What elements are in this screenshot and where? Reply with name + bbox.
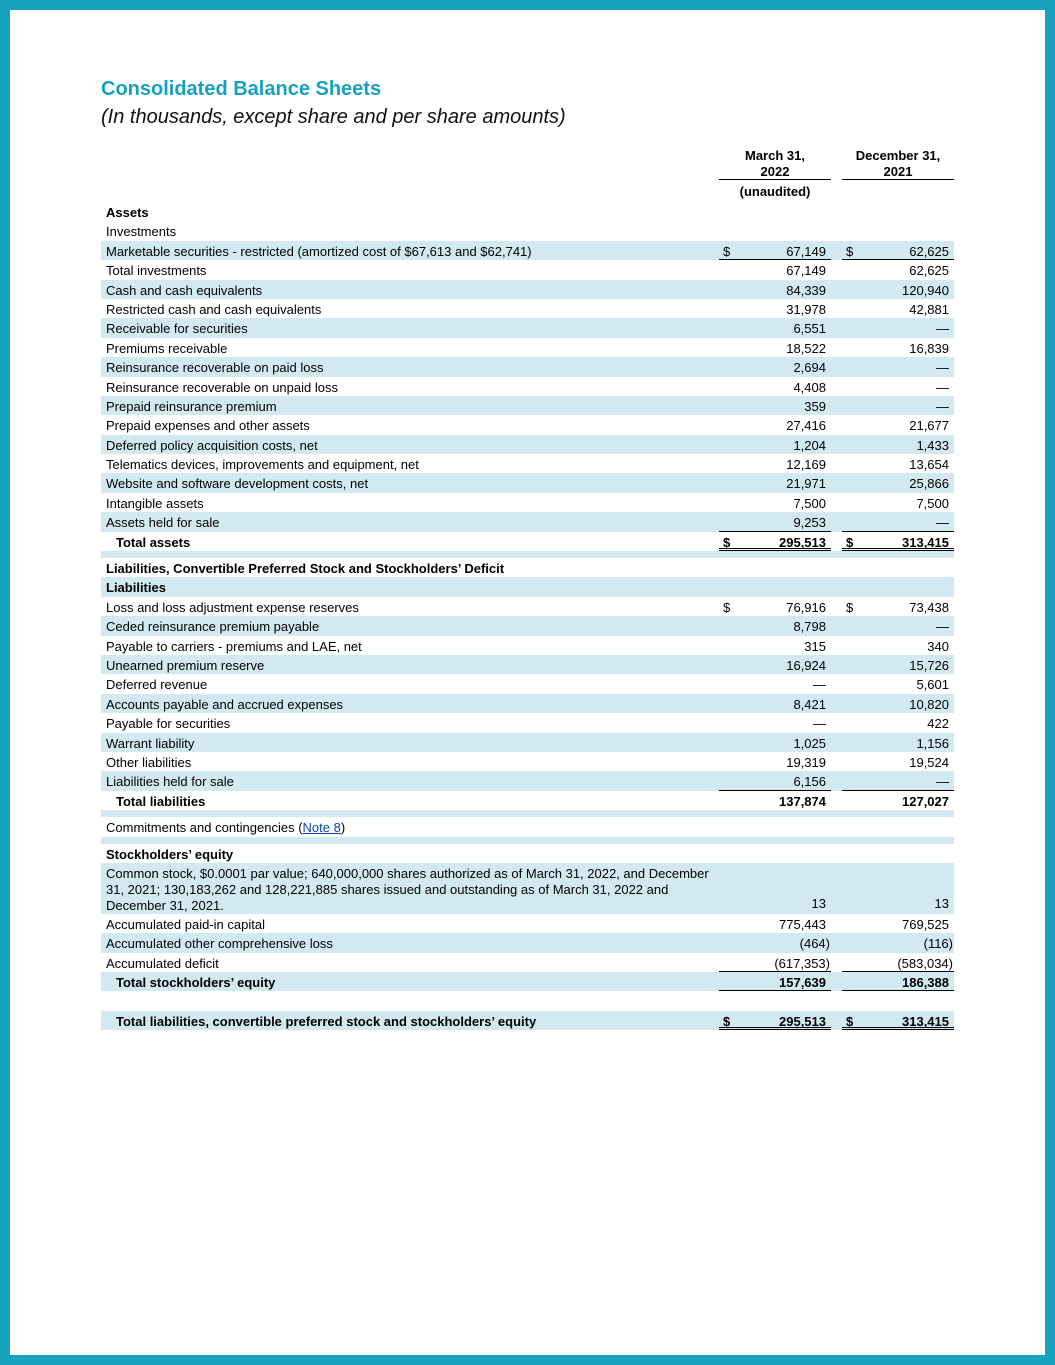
cell-value: 340 <box>927 638 949 654</box>
cell-value: 775,443 <box>779 916 826 932</box>
value-cell <box>719 357 831 376</box>
row-label: Ceded reinsurance premium payable <box>106 619 320 635</box>
row-label: Website and software development costs, net <box>106 476 369 492</box>
cell-value: 10,820 <box>909 696 949 712</box>
cell-value: (464) <box>799 936 830 952</box>
value-cell <box>719 338 831 357</box>
table-row <box>101 454 954 473</box>
cell-value: — <box>936 515 949 531</box>
accumulated-deficit-row <box>101 953 954 972</box>
value-cell <box>719 454 831 473</box>
cell-value: 5,601 <box>916 677 949 693</box>
cell-value: 313,415 <box>902 534 949 550</box>
value-cell <box>719 933 831 952</box>
cell-value: 127,027 <box>902 793 949 809</box>
table-row <box>101 318 954 337</box>
cell-value: — <box>936 774 949 790</box>
column-header-rule <box>719 179 831 180</box>
value-cell <box>719 674 831 693</box>
value-cell <box>842 863 954 914</box>
table-row <box>101 357 954 376</box>
spacer-row <box>101 991 954 1010</box>
row-label: Liabilities <box>106 580 166 596</box>
cell-value: 76,916 <box>786 599 826 615</box>
value-cell <box>842 357 954 376</box>
table-row <box>101 493 954 512</box>
subheading-liabilities <box>101 577 954 596</box>
cell-value: 7,500 <box>916 495 949 511</box>
currency-symbol: $ <box>846 534 854 550</box>
row-label: Marketable securities - restricted (amortized cost of $67,613 and $62,741) <box>106 243 532 259</box>
table-row <box>101 694 954 713</box>
row-label <box>106 820 345 835</box>
cell-value: 42,881 <box>909 301 949 317</box>
cell-value: (617,353) <box>774 955 830 971</box>
value-cell <box>842 752 954 771</box>
value-cell <box>842 953 954 972</box>
cell-value: (116) <box>923 936 953 952</box>
value-cell <box>842 616 954 635</box>
cell-value: 1,156 <box>916 735 949 751</box>
value-cell <box>842 435 954 454</box>
row-label: Common stock, $0.0001 par value; 640,000,000 shares authorized as of March 31, 2022, and December 31, 2021; 130,183,262 and 128,221,885 shares issued and outstanding as of March 31, 2022 and December 31, 2021. <box>106 865 709 913</box>
value-cell <box>842 512 954 531</box>
cell-value: — <box>936 398 949 414</box>
value-cell <box>719 713 831 732</box>
cell-value: 62,625 <box>909 263 949 279</box>
row-label: Total stockholders’ equity <box>116 975 276 991</box>
currency-symbol: $ <box>723 1013 731 1029</box>
value-cell <box>719 299 831 318</box>
cell-value: 422 <box>927 716 949 732</box>
cell-value: 18,522 <box>786 340 826 356</box>
cell-value: 31,978 <box>786 301 826 317</box>
value-cell <box>842 933 954 952</box>
cell-value: 137,874 <box>779 793 826 809</box>
column-header-line: December 31, <box>855 148 941 163</box>
value-cell <box>842 241 954 260</box>
section-heading-assets <box>101 202 954 221</box>
cell-value: 12,169 <box>786 457 826 473</box>
spacer-row <box>101 551 954 558</box>
commitments-text: Commitments and contingencies ( <box>106 820 303 836</box>
cell-value: 295,513 <box>779 1013 826 1029</box>
value-cell <box>719 953 831 972</box>
table-row <box>101 415 954 434</box>
value-cell <box>842 260 954 279</box>
total-liabilities-row <box>101 791 954 810</box>
section-heading-liabilities-deficit <box>101 558 954 577</box>
value-cell <box>842 338 954 357</box>
cell-value: 359 <box>804 398 826 414</box>
cell-value: — <box>936 360 949 376</box>
cell-value: — <box>813 677 826 693</box>
cell-value: 7,500 <box>793 495 826 511</box>
currency-symbol: $ <box>723 599 731 615</box>
value-cell <box>719 863 831 914</box>
row-label: Prepaid expenses and other assets <box>106 418 310 434</box>
spacer-row <box>101 837 954 844</box>
cell-value: 157,639 <box>779 975 826 991</box>
value-cell <box>842 791 954 810</box>
row-label: Total investments <box>106 263 207 279</box>
cell-value: 13,654 <box>909 457 949 473</box>
value-cell <box>842 914 954 933</box>
cell-value: 6,156 <box>793 774 826 790</box>
row-label: Total liabilities, convertible preferred stock and stockholders’ equity <box>116 1013 537 1029</box>
cell-value: 27,416 <box>786 418 826 434</box>
row-label: Total assets <box>116 534 191 550</box>
table-row <box>101 280 954 299</box>
row-label: Assets held for sale <box>106 515 220 531</box>
table-row <box>101 338 954 357</box>
cell-value: (583,034) <box>897 955 953 971</box>
value-cell <box>719 636 831 655</box>
value-cell <box>842 597 954 616</box>
cell-value: 19,524 <box>909 754 949 770</box>
value-cell <box>719 377 831 396</box>
value-cell <box>842 636 954 655</box>
row-label: Liabilities, Convertible Preferred Stock and Stockholders’ Deficit <box>106 561 505 577</box>
value-cell <box>842 280 954 299</box>
cell-value: 25,866 <box>909 476 949 492</box>
value-cell <box>719 733 831 752</box>
value-cell <box>842 1011 954 1030</box>
cell-value: 13 <box>934 895 949 911</box>
row-label: Payable to carriers - premiums and LAE, net <box>106 638 362 654</box>
cell-value: 73,438 <box>909 599 949 615</box>
row-label: Prepaid reinsurance premium <box>106 398 277 414</box>
cell-value: 16,924 <box>786 657 826 673</box>
row-label: Cash and cash equivalents <box>106 282 263 298</box>
row-label: Payable for securities <box>106 716 231 732</box>
table-row <box>101 260 954 279</box>
cell-value: — <box>936 379 949 395</box>
cell-value: 19,319 <box>786 754 826 770</box>
value-cell <box>842 415 954 434</box>
cell-value: 21,677 <box>909 418 949 434</box>
column-header-line: 2021 <box>883 164 913 179</box>
spacer-row <box>101 810 954 817</box>
row-label: Other liabilities <box>106 754 192 770</box>
total-assets-row <box>101 532 954 551</box>
cell-value: 2,694 <box>793 360 826 376</box>
value-cell <box>842 318 954 337</box>
cell-value: 4,408 <box>793 379 826 395</box>
currency-symbol: $ <box>723 534 731 550</box>
row-label: Telematics devices, improvements and equipment, net <box>106 457 419 473</box>
table-row <box>101 299 954 318</box>
value-cell <box>719 260 831 279</box>
value-cell <box>719 791 831 810</box>
cell-value: 6,551 <box>793 321 826 337</box>
row-label: Accumulated paid-in capital <box>106 916 265 932</box>
cell-value: 1,025 <box>793 735 826 751</box>
value-cell <box>719 655 831 674</box>
value-cell <box>842 473 954 492</box>
row-label: Deferred policy acquisition costs, net <box>106 437 318 453</box>
row-label: Reinsurance recoverable on unpaid loss <box>106 379 338 395</box>
cell-value: 15,726 <box>909 657 949 673</box>
row-label: Warrant liability <box>106 735 195 751</box>
cell-value: 84,339 <box>786 282 826 298</box>
value-cell <box>719 280 831 299</box>
value-cell <box>719 597 831 616</box>
cell-value: 1,433 <box>916 437 949 453</box>
row-label: Stockholders’ equity <box>106 846 234 862</box>
row-label: Loss and loss adjustment expense reserves <box>106 599 359 615</box>
table-row <box>101 616 954 635</box>
value-cell <box>842 972 954 991</box>
row-label: Premiums receivable <box>106 340 228 356</box>
page-title: Consolidated Balance Sheets <box>101 78 382 100</box>
cell-value: 8,421 <box>793 696 826 712</box>
currency-symbol: $ <box>846 243 854 259</box>
value-cell <box>842 454 954 473</box>
cell-value: — <box>936 321 949 337</box>
value-cell <box>842 532 954 551</box>
cell-value: 67,149 <box>786 263 826 279</box>
cell-value: 21,971 <box>786 476 826 492</box>
table-row <box>101 473 954 492</box>
value-cell <box>842 396 954 415</box>
value-cell <box>719 752 831 771</box>
total-equity-row <box>101 972 954 991</box>
value-cell <box>719 396 831 415</box>
aoci-row <box>101 933 954 952</box>
row-label: Accumulated other comprehensive loss <box>106 936 333 952</box>
table-row <box>101 636 954 655</box>
value-cell <box>719 493 831 512</box>
value-cell <box>719 771 831 790</box>
row-label: Liabilities held for sale <box>106 774 234 790</box>
row-label: Accounts payable and accrued expenses <box>106 696 344 712</box>
cell-value: 315 <box>804 638 826 654</box>
row-label: Reinsurance recoverable on paid loss <box>106 360 324 376</box>
value-cell <box>842 694 954 713</box>
common-stock-row <box>101 863 954 914</box>
value-cell <box>719 318 831 337</box>
cell-value: — <box>813 716 826 732</box>
value-cell <box>842 733 954 752</box>
cell-value: 9,253 <box>793 515 826 531</box>
commitments-row <box>101 817 954 836</box>
row-label: Investments <box>106 224 177 240</box>
unaudited-label: (unaudited) <box>739 184 811 199</box>
row-label: Unearned premium reserve <box>106 657 265 673</box>
table-row <box>101 512 954 531</box>
value-cell <box>842 674 954 693</box>
value-cell <box>719 914 831 933</box>
cell-value: — <box>936 619 949 635</box>
currency-symbol: $ <box>846 1013 854 1029</box>
cell-value: 67,149 <box>786 243 826 259</box>
row-label: Receivable for securities <box>106 321 248 337</box>
table-row <box>101 396 954 415</box>
value-cell <box>842 771 954 790</box>
table-row <box>101 597 954 616</box>
value-cell <box>719 415 831 434</box>
subheading-investments <box>101 221 954 240</box>
cell-value: 16,839 <box>909 340 949 356</box>
note-8-link[interactable]: Note 8 <box>302 820 341 836</box>
cell-value: 1,204 <box>793 437 826 453</box>
value-cell <box>842 299 954 318</box>
column-header-march-2022 <box>719 148 831 180</box>
value-cell <box>719 473 831 492</box>
table-row <box>101 771 954 790</box>
value-cell <box>842 493 954 512</box>
page <box>10 10 1045 1355</box>
table-row <box>101 752 954 771</box>
table-row <box>101 241 954 260</box>
value-cell <box>719 1011 831 1030</box>
table-row <box>101 377 954 396</box>
cell-value: 295,513 <box>779 534 826 550</box>
value-cell <box>842 655 954 674</box>
column-header-rule <box>842 179 954 180</box>
row-label: Assets <box>106 205 149 220</box>
cell-value: 186,388 <box>902 975 949 991</box>
value-cell <box>719 532 831 551</box>
cell-value: 62,625 <box>909 243 949 259</box>
commitments-text-end: ) <box>340 820 346 836</box>
cell-value: 120,940 <box>902 282 949 298</box>
value-cell <box>719 435 831 454</box>
balance-sheet-table <box>101 202 954 1030</box>
table-row <box>101 655 954 674</box>
grand-total-row <box>101 1011 954 1030</box>
section-heading-equity <box>101 844 954 863</box>
column-header-december-2021 <box>842 148 954 180</box>
value-cell <box>719 694 831 713</box>
apic-row <box>101 914 954 933</box>
row-label: Intangible assets <box>106 495 204 511</box>
page-subtitle: (In thousands, except share and per share amounts) <box>101 106 566 128</box>
value-cell <box>719 972 831 991</box>
table-row <box>101 733 954 752</box>
table-row <box>101 435 954 454</box>
cell-value: 8,798 <box>793 619 826 635</box>
row-label: Total liabilities <box>116 793 206 809</box>
row-label: Accumulated deficit <box>106 955 219 971</box>
cell-value: 313,415 <box>902 1013 949 1029</box>
currency-symbol: $ <box>723 243 731 259</box>
currency-symbol: $ <box>846 599 854 615</box>
value-cell <box>842 713 954 732</box>
cell-value: 769,525 <box>902 916 949 932</box>
cell-value: 13 <box>811 895 826 911</box>
row-label: Deferred revenue <box>106 677 208 693</box>
table-row <box>101 674 954 693</box>
value-cell <box>719 616 831 635</box>
table-row <box>101 713 954 732</box>
column-header-line: March 31, <box>745 148 805 163</box>
value-cell <box>719 512 831 531</box>
value-cell <box>842 377 954 396</box>
row-label: Restricted cash and cash equivalents <box>106 301 322 317</box>
value-cell <box>719 241 831 260</box>
column-header-line: 2022 <box>760 164 790 179</box>
